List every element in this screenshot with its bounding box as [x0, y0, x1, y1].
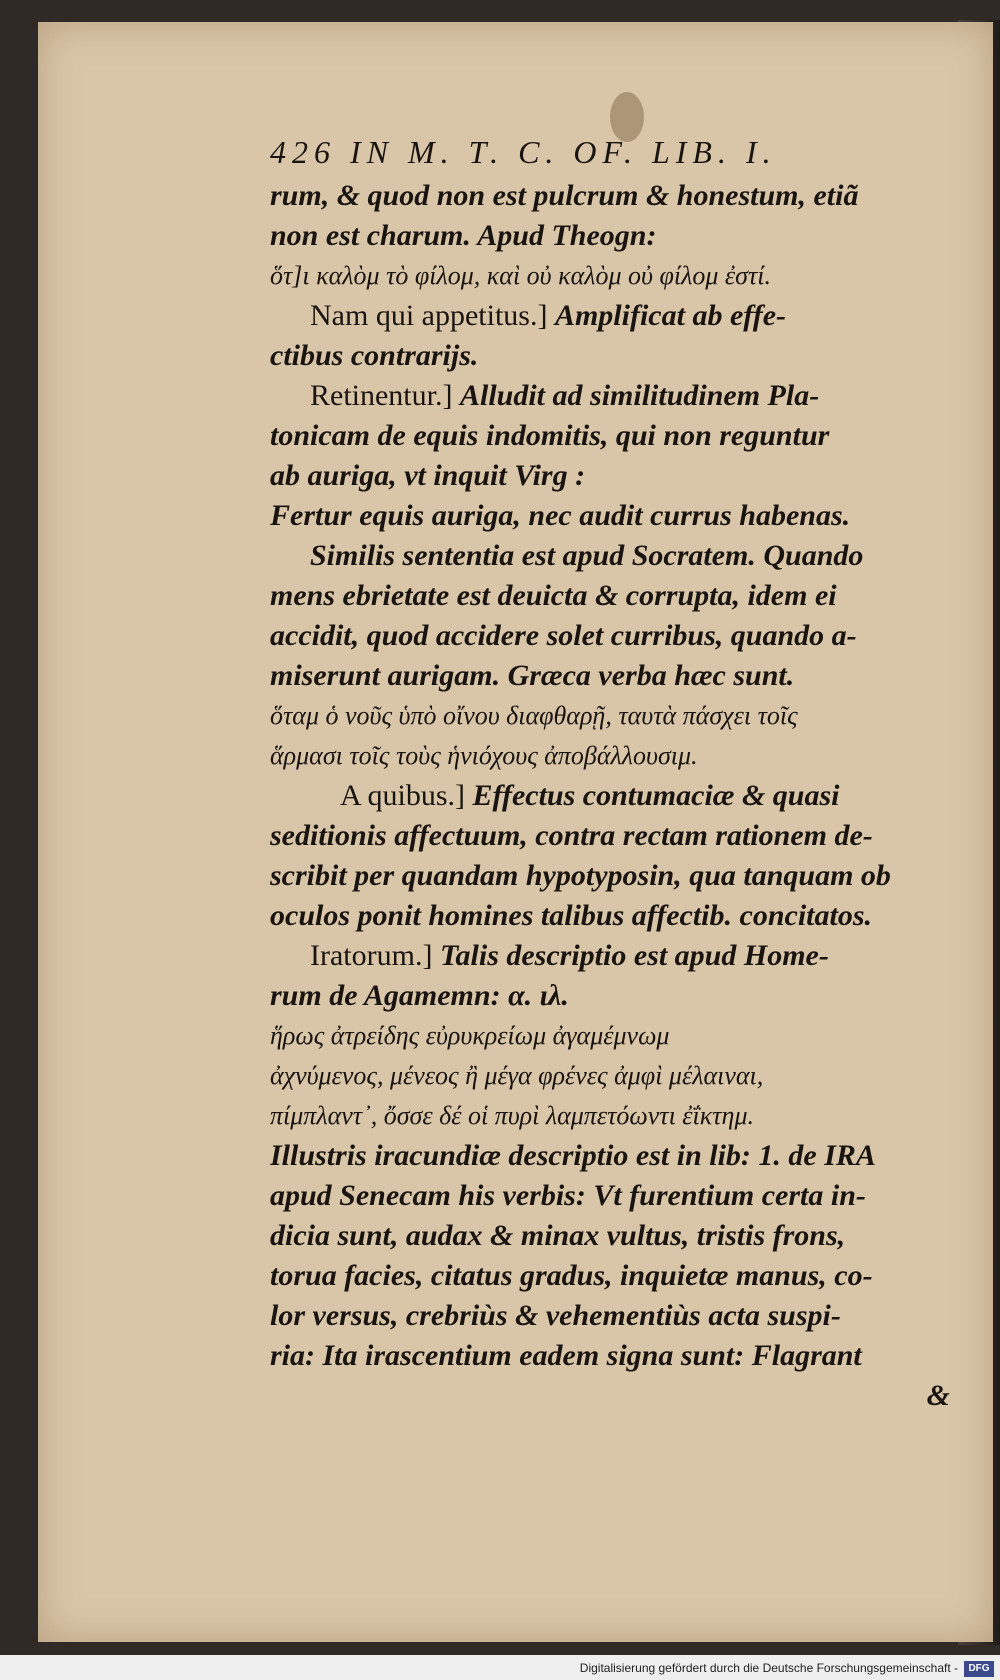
- text-line: ὅταμ ὁ νοῦς ὑπὸ οἴνου διαφθαρῇ, ταυτὰ πάσχει τοῖς: [270, 701, 798, 730]
- text-line: [270, 376, 970, 416]
- text-line: πίμπλαντ᾽, ὄσσε δέ οἱ πυρὶ λαμπετόωντι ἐΐκτημ.: [270, 1101, 755, 1130]
- text-line: apud Senecam his verbis: Vt furentium certa in-: [270, 1179, 866, 1212]
- text-line: accidit, quod accidere solet curribus, quando a-: [270, 619, 857, 652]
- page-text: [270, 128, 970, 1416]
- text-line: seditionis affectuum, contra rectam rationem de-: [270, 819, 873, 852]
- lemma: A quibus.]: [340, 779, 473, 812]
- text-line: [270, 776, 970, 816]
- text-line: Illustris iracundiæ descriptio est in lib: 1. de IRA: [270, 1139, 876, 1172]
- text-line: oculos ponit homines talibus affectib. concitatos.: [270, 899, 872, 932]
- text-lines: [270, 176, 970, 1376]
- commentary: Alludit ad similitudinem Pla-: [459, 379, 820, 412]
- commentary: Talis descriptio est apud Home-: [439, 939, 829, 972]
- text-line: lor versus, crebriùs & vehementiùs acta suspi-: [270, 1299, 841, 1332]
- lemma: Nam qui appetitus.]: [310, 299, 555, 332]
- text-line: [270, 296, 970, 336]
- text-line: non est charum. Apud Theogn:: [270, 219, 657, 252]
- text-line: dicia sunt, audax & minax vultus, tristis frons,: [270, 1219, 846, 1252]
- text-line: rum, & quod non est pulcrum & honestum, etiã: [270, 179, 859, 212]
- text-line: tonicam de equis indomitis, qui non reguntur: [270, 419, 830, 452]
- running-header: 426 IN M. T. C. OF. LIB. I.: [270, 134, 777, 170]
- text-line: torua facies, citatus gradus, inquietæ manus, co-: [270, 1259, 873, 1292]
- text-line: ab auriga, vt inquit Virg :: [270, 459, 586, 492]
- text-line: ἀχνύμενος, μένεος ἢ μέγα φρένες ἀμφὶ μέλαιναι,: [270, 1061, 764, 1090]
- text-line: mens ebrietate est deuicta & corrupta, idem ei: [270, 579, 837, 612]
- text-line: ria: Ita irascentium eadem signa sunt: Flagrant: [270, 1339, 862, 1372]
- text-line: rum de Agamemn: α. ιλ.: [270, 979, 569, 1012]
- lemma: Retinentur.]: [310, 379, 460, 412]
- text-line: Fertur equis auriga, nec audit currus habenas.: [270, 499, 851, 532]
- lemma: Iratorum.]: [310, 939, 440, 972]
- text-line: Similis sententia est apud Socratem. Quando: [310, 539, 864, 572]
- footer-bar: [0, 1658, 1000, 1680]
- text-line: ἅρμασι τοῖς τοὺς ἡνιόχους ἀποβάλλουσιμ.: [270, 741, 698, 770]
- commentary: Effectus contumaciæ & quasi: [472, 779, 840, 812]
- text-line: ἥρως ἀτρείδης εὐρυκρείωμ ἀγαμέμνωμ: [270, 1021, 670, 1050]
- text-line: scribit per quandam hypotyposin, qua tanquam ob: [270, 859, 891, 892]
- catchword: &: [926, 1379, 950, 1412]
- text-line: [270, 936, 970, 976]
- text-line: ὅτ]ι καλὸμ τὸ φίλομ, καὶ οὐ καλὸμ οὐ φίλομ ἐστί.: [270, 261, 771, 290]
- dfg-logo: DFG: [964, 1661, 994, 1677]
- text-line: miserunt aurigam. Græca verba hæc sunt.: [270, 659, 795, 692]
- funding-credit: Digitalisierung gefördert durch die Deutsche Forschungsgemeinschaft -: [579, 1661, 958, 1675]
- text-line: ctibus contrarijs.: [270, 339, 479, 372]
- commentary: Amplificat ab effe-: [554, 299, 787, 332]
